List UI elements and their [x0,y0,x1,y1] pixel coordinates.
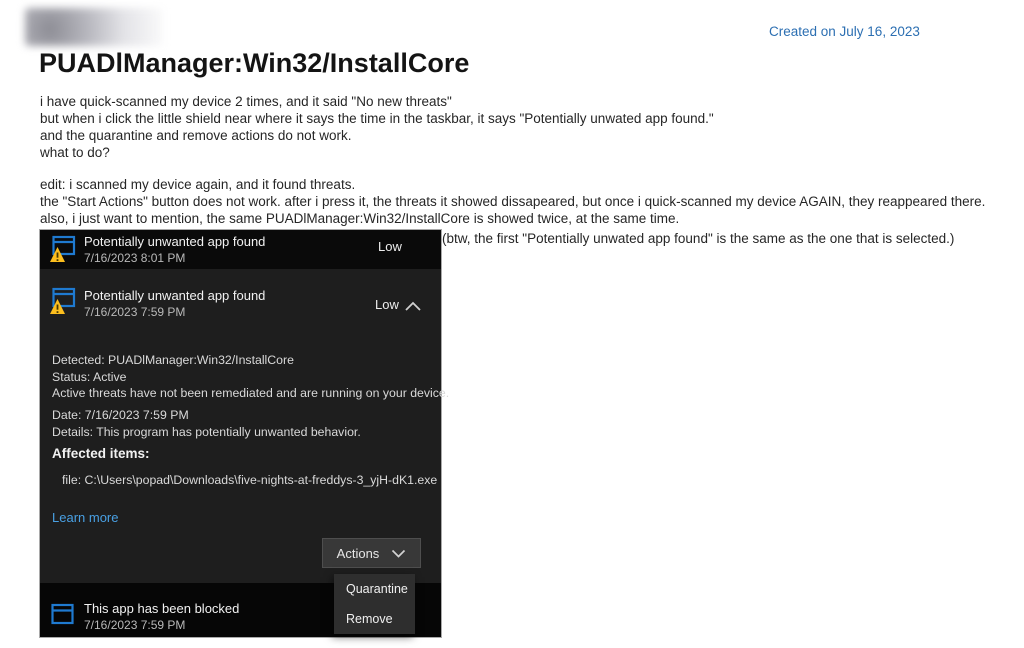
threat-detail-block [52,352,449,402]
actions-button-label: Actions [336,545,380,561]
post-body-line: edit: i scanned my device again, and it found threats. [40,177,356,192]
alert-row-expanded-header[interactable] [40,269,441,325]
alert-row-expanded [40,269,450,583]
alert-title: Potentially unwanted app found [84,288,266,303]
post-body-paragraph-2 [40,176,985,227]
alert-date: 7/16/2023 7:59 PM [84,618,186,632]
alert-date: 7/16/2023 7:59 PM [84,305,186,319]
threat-date-block [52,407,361,440]
actions-button[interactable] [322,538,421,568]
severity-badge: Low [375,297,399,312]
pua-window-warning-icon [49,234,77,265]
post-body-line: but when i click the little shield near where it says the time in the taskbar, it says "Potentially unwated app found." [40,111,714,126]
post-aside-note: (btw, the first "Potentially unwated app found" is the same as the one that is selected.) [442,231,955,246]
post-body-line: what to do? [40,145,110,160]
alert-row-collapsed[interactable] [40,230,441,269]
windows-security-screenshot [40,230,450,637]
pua-window-warning-icon [49,286,77,317]
affected-file-path: file: C:\Users\popad\Downloads\five-nights-at-freddys-3_yjH-dK1.exe [62,473,438,487]
detected-line: Detected: PUADlManager:Win32/InstallCore [52,353,294,367]
status-line: Status: Active [52,369,127,384]
menu-item-quarantine[interactable]: Quarantine [346,582,408,596]
menu-item-remove[interactable]: Remove [346,612,393,626]
post-body-line: and the quarantine and remove actions do not work. [40,128,352,143]
app-window-icon [50,602,75,627]
alert-title: Potentially unwanted app found [84,234,266,249]
chevron-down-icon [391,549,406,558]
actions-dropdown-menu [334,574,415,634]
alert-date: 7/16/2023 8:01 PM [84,251,186,265]
redacted-author-avatar [25,8,162,46]
post-body-line: also, i just want to mention, the same PUADlManager:Win32/InstallCore is showed twice, at the same time. [40,211,680,226]
status-description: Active threats have not been remediated and are running on your device. [52,386,450,400]
details-line: Details: This program has potentially unwanted behavior. [52,424,361,439]
affected-items-label: Affected items: [52,446,150,461]
post-title: PUADlManager:Win32/InstallCore [39,48,470,78]
post-body-line: i have quick-scanned my device 2 times, and it said "No new threats" [40,94,452,109]
learn-more-link[interactable]: Learn more [52,510,119,525]
chevron-up-icon [404,301,422,312]
created-date: Created on July 16, 2023 [769,24,920,39]
date-line: Date: 7/16/2023 7:59 PM [52,408,189,422]
post-body-paragraph-1 [40,93,714,161]
post-body-line: the "Start Actions" button does not work. after i press it, the threats it showed dissapeared, but once i quick-scanned my device AGAIN, they reappeared there. [40,194,986,209]
alert-title: This app has been blocked [84,601,240,616]
severity-badge: Low [378,239,402,254]
